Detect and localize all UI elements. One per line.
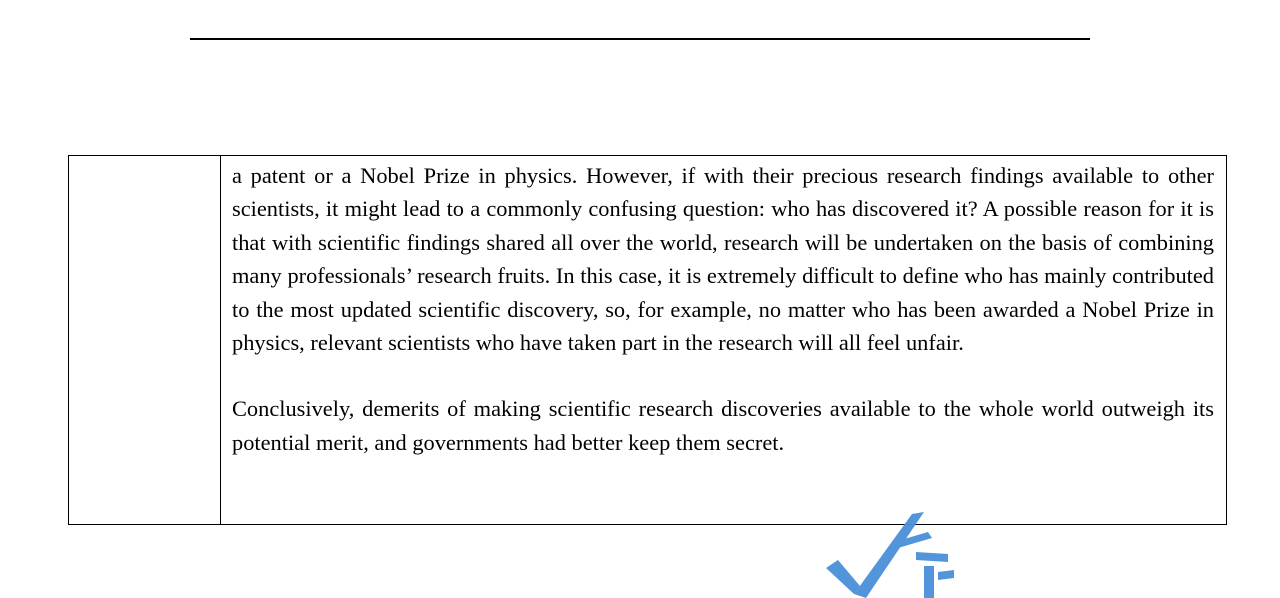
watermark-logo-icon [820, 508, 980, 598]
body-paragraph-2: Conclusively, demerits of making scientific research discoveries available to the whole world outweigh its potential merit, and governments had better keep them secret. [232, 396, 1214, 455]
table-left-cell [69, 156, 221, 524]
table-text-cell [221, 156, 1226, 524]
essay-table [68, 155, 1227, 525]
body-paragraph-1: a patent or a Nobel Prize in physics. However, if with their precious research findings available to other scientists, it might lead to a commonly confusing question: who has discovered it? A possible reason for it is that with scientific findings shared all over the world, research will be undertaken on the basis of combining many professionals’ research fruits. In this case, it is extremely difficult to define who has mainly contributed to the most updated scientific discovery, so, for example, no matter who has been awarded a Nobel Prize in physics, relevant scientists who have taken part in the research will all feel unfair. [232, 163, 1214, 356]
header-rule [190, 38, 1090, 40]
